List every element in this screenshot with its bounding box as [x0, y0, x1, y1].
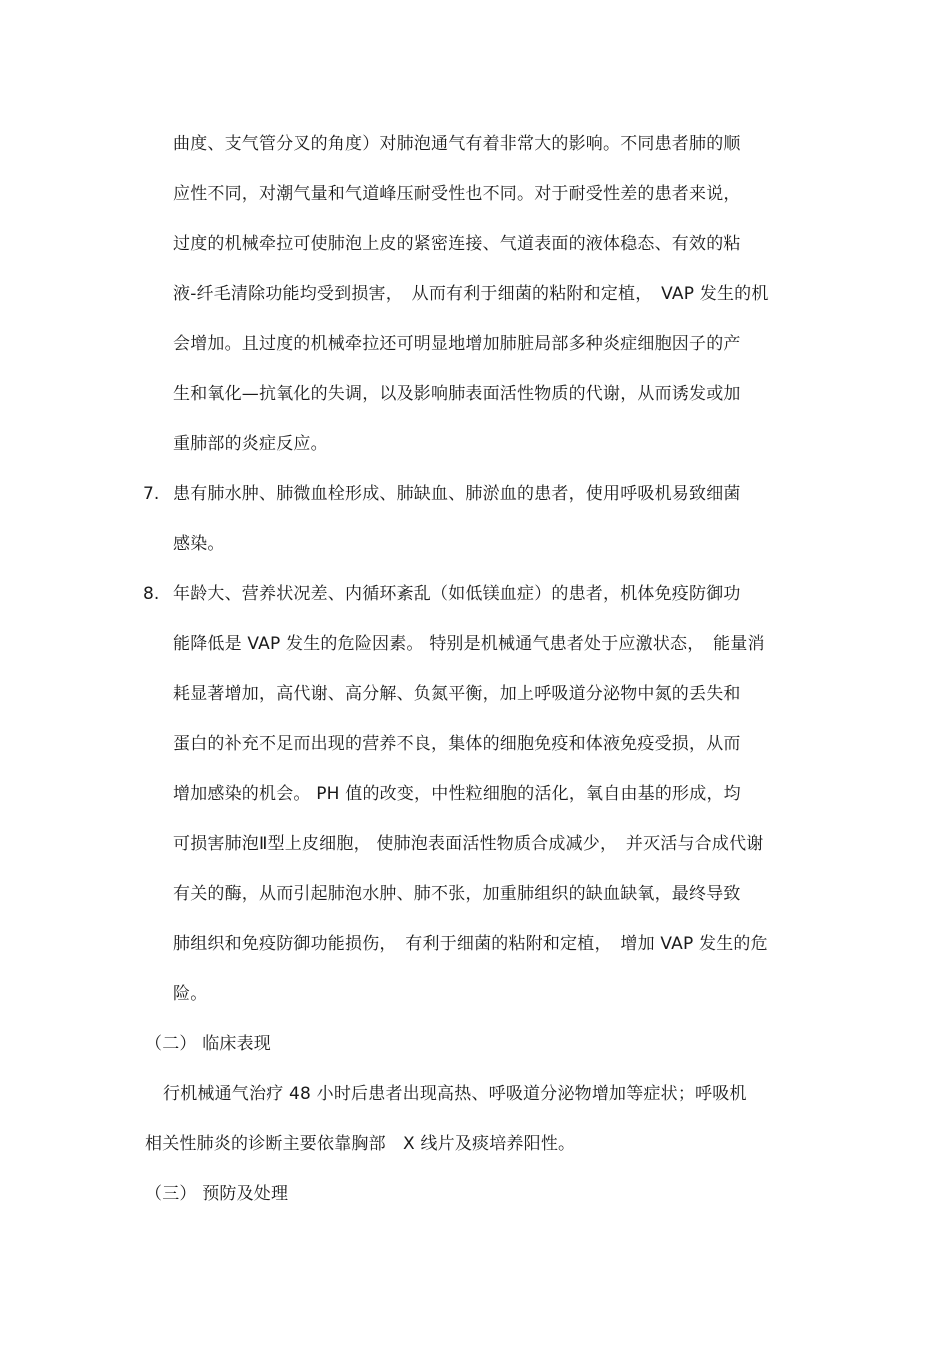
list-item-line: 蛋白的补充不足而出现的营养不良，集体的细胞免疫和体液免疫受损，从而 [173, 734, 741, 754]
list-item-line: 有关的酶，从而引起肺泡水肿、肺不张，加重肺组织的缺血缺氧，最终导致 [173, 884, 741, 904]
paragraph-line: 行机械通气治疗 48 小时后患者出现高热、呼吸道分泌物增加等症状；呼吸机 [163, 1084, 747, 1104]
paragraph-line: 曲度、支气管分叉的角度）对肺泡通气有着非常大的影响。不同患者肺的顺 [173, 134, 741, 154]
paragraph-line: 应性不同，对潮气量和气道峰压耐受性也不同。对于耐受性差的患者来说， [173, 184, 741, 204]
paragraph-line: 液-纤毛清除功能均受到损害， 从而有利于细菌的粘附和定植， VAP 发生的机 [173, 284, 769, 304]
paragraph-line: 生和氧化—抗氧化的失调，以及影响肺表面活性物质的代谢，从而诱发或加 [173, 384, 741, 404]
section-heading-prevention: （三） 预防及处理 [145, 1184, 289, 1204]
paragraph-line: 过度的机械牵拉可使肺泡上皮的紧密连接、气道表面的液体稳态、有效的粘 [173, 234, 741, 254]
list-item-line: 感染。 [173, 534, 225, 554]
list-item-line: 耗显著增加，高代谢、高分解、负氮平衡，加上呼吸道分泌物中氮的丢失和 [173, 684, 741, 704]
list-item-line: 能降低是 VAP 发生的危险因素。 特别是机械通气患者处于应激状态， 能量消 [173, 634, 765, 654]
list-item-number: 8. [143, 584, 160, 604]
list-item-line: 肺组织和免疫防御功能损伤， 有利于细菌的粘附和定植， 增加 VAP 发生的危 [173, 934, 768, 954]
list-item-number: 7. [143, 484, 160, 504]
list-item-line: 可损害肺泡Ⅱ型上皮细胞， 使肺泡表面活性物质合成减少， 并灭活与合成代谢 [173, 834, 764, 854]
list-item-line: 患有肺水肿、肺微血栓形成、肺缺血、肺淤血的患者，使用呼吸机易致细菌 [173, 484, 741, 504]
list-item-line: 险。 [173, 984, 208, 1004]
list-item-line: 增加感染的机会。 PH 值的改变，中性粒细胞的活化，氧自由基的形成，均 [173, 784, 741, 804]
list-item-line: 年龄大、营养状况差、内循环紊乱（如低镁血症）的患者，机体免疫防御功 [173, 584, 741, 604]
paragraph-line: 会增加。且过度的机械牵拉还可明显地增加肺脏局部多种炎症细胞因子的产 [173, 334, 741, 354]
section-heading-clinical: （二） 临床表现 [145, 1034, 272, 1054]
paragraph-line: 重肺部的炎症反应。 [173, 434, 328, 454]
paragraph-line: 相关性肺炎的诊断主要依靠胸部 X 线片及痰培养阳性。 [145, 1134, 576, 1154]
